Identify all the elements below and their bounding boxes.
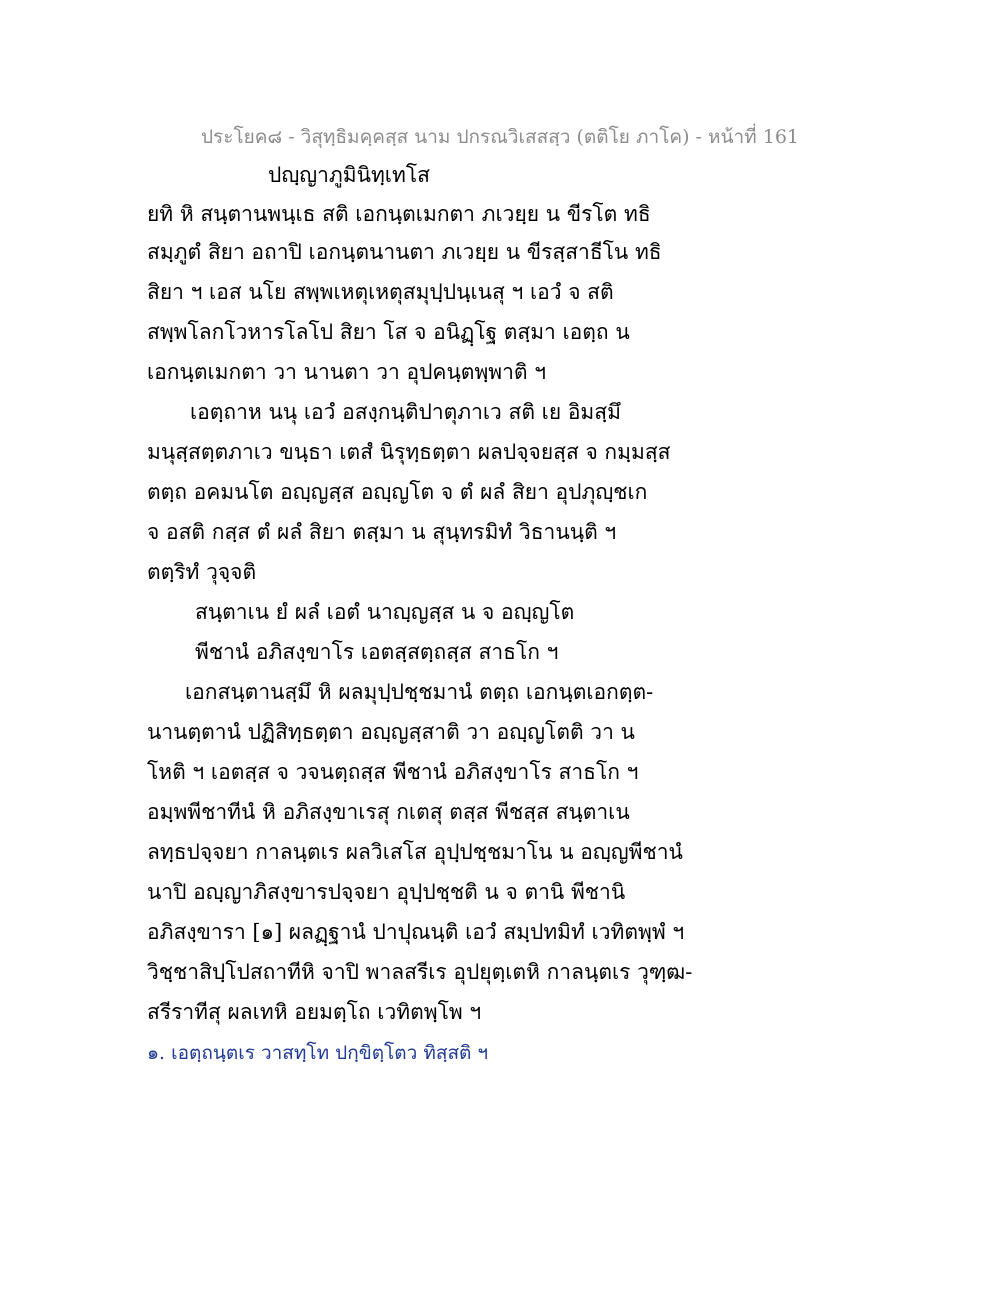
- paragraph-1-line-4: สพฺพโลกโวหารโลโป สิยา โส จ อนิฏฺโฐ ตสฺมา เอตฺถ น: [147, 320, 630, 344]
- paragraph-2-line-5: ตตฺริทํ วุจฺจติ: [147, 560, 257, 584]
- paragraph-1-line-2: สมฺภูตํ สิยา อถาปิ เอกนฺตนานตา ภเวยฺย น ขีรสฺสาธีโน ทธิ: [147, 240, 662, 264]
- paragraph-3-line-8: วิชฺชาสิปฺโปสถาทีหิ จาปิ พาลสรีเร อุปยุตฺเตหิ กาลนฺตเร วุฑฺฒ-: [147, 960, 693, 984]
- paragraph-3-line-1: เอกสนฺตานสฺมึ หิ ผลมุปฺปชฺชมานํ ตตฺถ เอกนฺตเอกตฺต-: [185, 680, 654, 704]
- paragraph-1-line-1: ยทิ หิ สนฺตานพนฺเธ สติ เอกนฺตเมกตา ภเวยฺย น ขีรโต ทธิ: [147, 202, 651, 226]
- paragraph-2-line-2: มนุสฺสตฺตภาเว ขนฺธา เตสํ นิรุทฺธตฺตา ผลปจฺจยสฺส จ กมฺมสฺส: [147, 440, 671, 464]
- paragraph-3-line-6: นาปิ อญฺญาภิสงฺขารปจฺจยา อุปฺปชฺชติ น จ ตานิ พีชานิ: [147, 880, 626, 904]
- paragraph-3-line-7: อภิสงฺขารา [๑] ผลฏฺฐานํ ปาปุณนฺติ เอวํ สมฺปทมิทํ เวทิตพฺพํ ฯ: [147, 920, 685, 944]
- verse-line-2: พีชานํ อภิสงฺขาโร เอตสฺสตฺถสฺส สาธโก ฯ: [195, 640, 559, 664]
- paragraph-1-line-5: เอกนฺตเมกตา วา นานตา วา อุปคนฺตพฺพาติ ฯ: [147, 360, 547, 384]
- section-title: ปญฺญาภูมินิทฺเทโส: [268, 163, 430, 187]
- paragraph-2-line-4: จ อสติ กสฺส ตํ ผลํ สิยา ตสฺมา น สุนฺทรมิทํ วิธานนฺติ ฯ: [147, 520, 617, 544]
- page-header: ประโยค๘ - วิสุทฺธิมคฺคสฺส นาม ปกรณวิเสสสฺว (ตติโย ภาโค) - หน้าที่ 161: [200, 126, 800, 148]
- paragraph-3-line-3: โหติ ฯ เอตสฺส จ วจนตฺถสฺส พีชานํ อภิสงฺขาโร สาธโก ฯ: [147, 760, 639, 784]
- paragraph-2-line-1: เอตฺถาห นนุ เอวํ อสงฺกนฺติปาตุภาเว สติ เย อิมสฺมึ: [190, 400, 621, 424]
- footnote: ๑. เอตฺถนฺตเร วาสทฺโท ปกฺขิตฺโตว ทิสฺสติ ฯ: [147, 1042, 489, 1064]
- paragraph-2-line-3: ตตฺถ อคมนโต อญฺญสฺส อญฺญโต จ ตํ ผลํ สิยา อุปภุญฺชเก: [147, 480, 648, 504]
- paragraph-3-line-2: นานตฺตานํ ปฏิสิทฺธตฺตา อญฺญสฺสาติ วา อญฺญโตติ วา น: [147, 720, 635, 744]
- paragraph-3-line-4: อมฺพพีชาทีนํ หิ อภิสงฺขาเรสุ กเตสุ ตสฺส พีชสฺส สนฺตาเน: [147, 800, 630, 824]
- paragraph-3-line-9: สรีราทีสุ ผลเทหิ อยมตฺโถ เวทิตพฺโพ ฯ: [147, 1000, 482, 1024]
- paragraph-1-line-3: สิยา ฯ เอส นโย สพฺพเหตุเหตุสมุปฺปนฺเนสุ ฯ เอวํ จ สติ: [147, 280, 614, 304]
- paragraph-3-line-5: ลทฺธปจฺจยา กาลนฺตเร ผลวิเสโส อุปฺปชฺชมาโน น อญฺญพีชานํ: [147, 840, 683, 864]
- verse-line-1: สนฺตาเน ยํ ผลํ เอตํ นาญฺญสฺส น จ อญฺญโต: [195, 600, 575, 624]
